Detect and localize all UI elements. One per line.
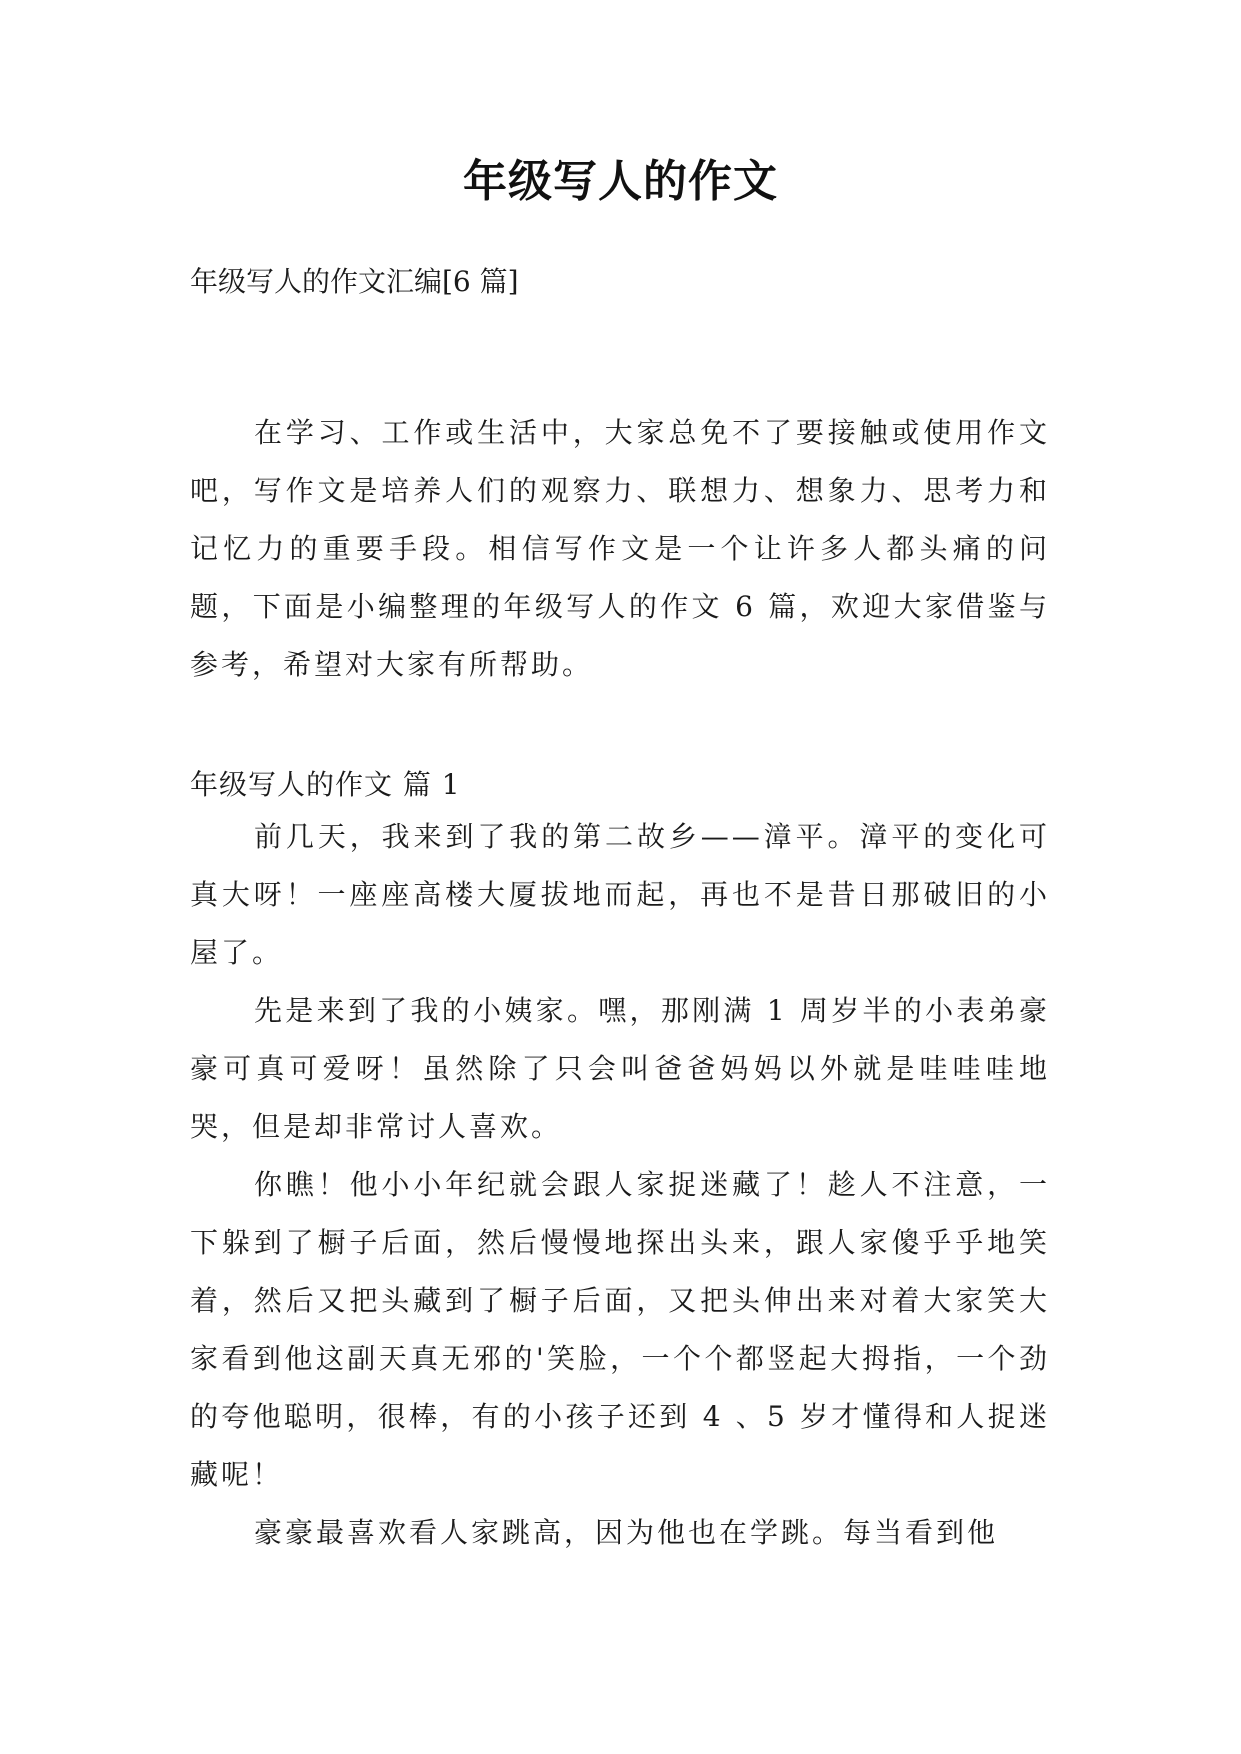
essay-paragraph: 前几天，我来到了我的第二故乡——漳平。漳平的变化可真大呀！一座座高楼大厦拔地而起，再也不是昔日那破旧的小屋了。 (190, 820, 1050, 969)
essay-paragraph: 你瞧！他小小年纪就会跟人家捉迷藏了！趁人不注意，一下躲到了橱子后面，然后慢慢地探出头来，跟人家傻乎乎地笑着，然后又把头藏到了橱子后面，又把头伸出来对着大家笑大家看到他这副天真无邪的'笑脸，一个个都竖起大拇指，一个劲的夸他聪明，很棒，有的小孩子还到 4 、5 岁才懂得和人捉迷藏呢！ (190, 1168, 1050, 1491)
essay-paragraph: 先是来到了我的小姨家。嘿，那刚满 1 周岁半的小表弟豪豪可真可爱呀！虽然除了只会叫爸爸妈妈以外就是哇哇哇地哭，但是却非常讨人喜欢。 (190, 994, 1050, 1143)
essay-paragraph: 豪豪最喜欢看人家跳高，因为他也在学跳。每当看到他 (254, 1516, 999, 1549)
intro-block (190, 404, 1050, 694)
document-title: 年级写人的作文 (463, 156, 778, 207)
intro-paragraph: 在学习、工作或生活中，大家总免不了要接触或使用作文吧，写作文是培养人们的观察力、联想力、想象力、思考力和记忆力的重要手段。相信写作文是一个让许多人都头痛的问题，下面是小编整理的年级写人的作文 6 篇，欢迎大家借鉴与参考，希望对大家有所帮助。 (190, 416, 1050, 681)
section-heading: 年级写人的作文 篇 1 (190, 768, 461, 801)
essay-body (190, 808, 1050, 1562)
document-subtitle: 年级写人的作文汇编[6 篇] (190, 265, 519, 298)
